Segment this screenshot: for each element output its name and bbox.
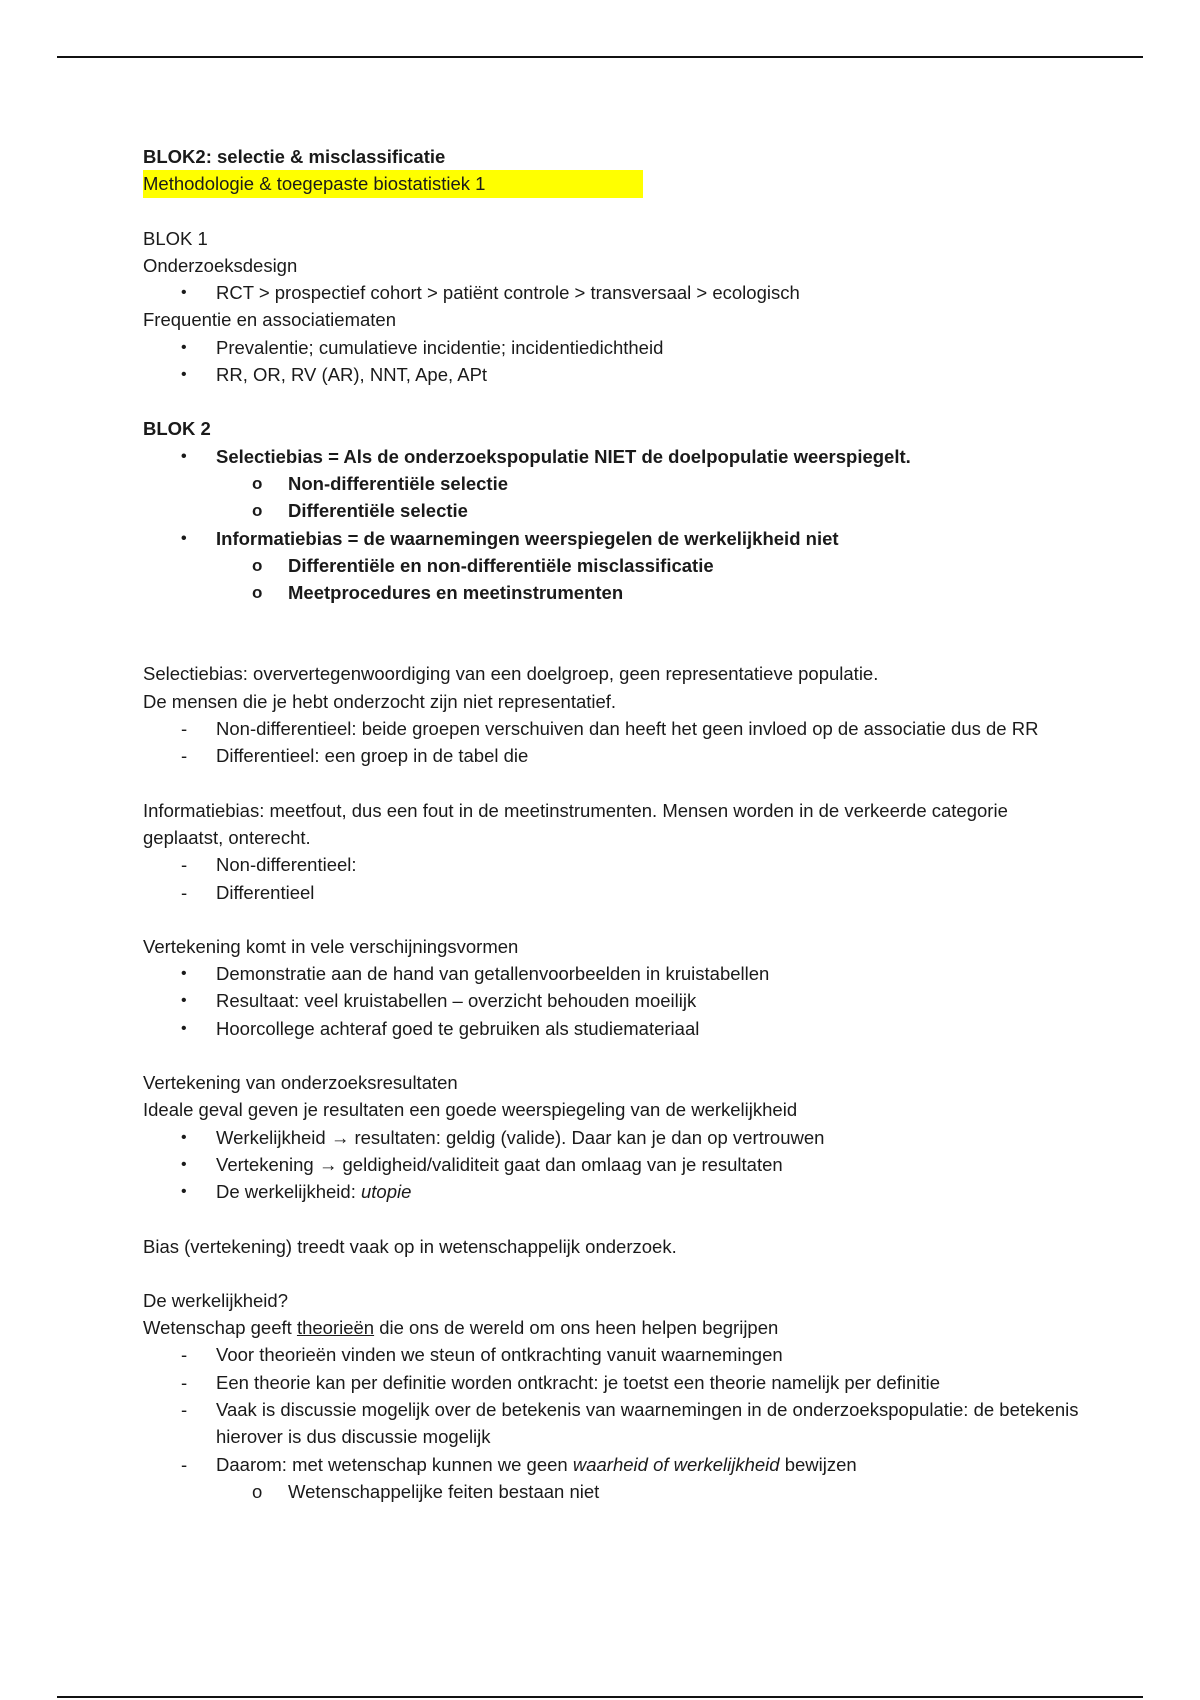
list-item: • Resultaat: veel kruistabellen – overzicht behouden moeilijk xyxy=(181,990,697,1012)
highlighted-subtitle: Methodologie & toegepaste biostatistiek 1 xyxy=(143,170,643,197)
list-item: - Daarom: met wetenschap kunnen we geen waarheid of werkelijkheid bewijzen xyxy=(181,1453,857,1475)
vormen-heading: Vertekening komt in vele verschijningsvormen xyxy=(143,935,519,957)
design-label: Onderzoeksdesign xyxy=(143,254,298,276)
werkelijkheid-intro: Wetenschap geeft theorieën die ons de wereld om ons heen helpen begrijpen xyxy=(143,1317,779,1339)
subtitle-line xyxy=(143,170,1083,197)
selectiebias-line1: Selectiebias: oververtegenwoordiging van een doelgroep, geen representatieve populatie. xyxy=(143,663,879,685)
list-item: o Differentiële selectie xyxy=(252,500,468,522)
resultaten-intro: Ideale geval geven je resultaten een goede weerspiegeling van de werkelijkheid xyxy=(143,1099,798,1121)
list-item: o Wetenschappelijke feiten bestaan niet xyxy=(252,1480,600,1502)
list-item: • De werkelijkheid: utopie xyxy=(181,1181,412,1203)
blok2-list xyxy=(143,443,1083,607)
footer-rule xyxy=(57,1696,1143,1698)
list-item: - Non-differentieel: beide groepen verschuiven dan heeft het geen invloed op de associatie dus de RR xyxy=(181,718,1039,740)
werkelijkheid-question: De werkelijkheid? xyxy=(143,1289,288,1311)
selectiebias-line2: De mensen die je hebt onderzocht zijn niet representatief. xyxy=(143,690,617,712)
arrow-icon: → xyxy=(330,1126,350,1148)
list-item: • Werkelijkheid → resultaten: geldig (valide). Daar kan je dan op vertrouwen xyxy=(181,1126,825,1148)
resultaten-heading: Vertekening van onderzoeksresultaten xyxy=(143,1072,458,1094)
list-item: o Differentiële en non-differentiële misclassificatie xyxy=(252,554,714,576)
list-item: • Vertekening → geldigheid/validiteit gaat dan omlaag van je resultaten xyxy=(181,1153,783,1175)
list-item: - Een theorie kan per definitie worden ontkracht: je toetst een theorie namelijk per definitie xyxy=(181,1371,940,1393)
list-item: • Demonstratie aan de hand van getallenvoorbeelden in kruistabellen xyxy=(181,963,770,985)
freq-label: Frequentie en associatiematen xyxy=(143,309,396,331)
blok2-heading: BLOK 2 xyxy=(143,418,211,440)
design-list xyxy=(143,279,1083,306)
list-item: o Non-differentiële selectie xyxy=(252,472,509,494)
list-item: • RCT > prospectief cohort > patiënt controle > transversaal > ecologisch xyxy=(181,282,800,304)
list-item: • Informatiebias = de waarnemingen weerspiegelen de werkelijkheid niet xyxy=(181,527,839,549)
list-item: • Prevalentie; cumulatieve incidentie; incidentiedichtheid xyxy=(181,336,664,358)
vormen-list xyxy=(143,960,1083,1042)
informatiebias-line1: Informatiebias: meetfout, dus een fout in de meetinstrumenten. Mensen worden in de verkeerde categorie geplaatst, onterecht. xyxy=(143,799,1008,848)
werkelijkheid-list xyxy=(143,1341,1083,1505)
blok1-heading: BLOK 1 xyxy=(143,227,208,249)
list-item: - Vaak is discussie mogelijk over de betekenis van waarnemingen in de onderzoekspopulatie: de betekenis hierover is dus discussie mogelijk xyxy=(181,1398,1079,1448)
freq-list xyxy=(143,334,1083,389)
list-item: o Meetprocedures en meetinstrumenten xyxy=(252,582,624,604)
list-item: - Voor theorieën vinden we steun of ontkrachting vanuit waarnemingen xyxy=(181,1344,783,1366)
list-item: • RR, OR, RV (AR), NNT, Ape, APt xyxy=(181,364,488,386)
list-item: - Non-differentieel: xyxy=(181,854,357,876)
arrow-icon: → xyxy=(318,1153,338,1175)
document-body xyxy=(143,143,1083,1505)
list-item: • Hoorcollege achteraf goed te gebruiken als studiemateriaal xyxy=(181,1017,700,1039)
list-item: - Differentieel xyxy=(181,881,315,903)
informatiebias-list xyxy=(143,851,1083,906)
list-item: - Differentieel: een groep in de tabel die xyxy=(181,745,529,767)
document-title: BLOK2: selectie & misclassificatie xyxy=(143,146,446,167)
bias-line: Bias (vertekening) treedt vaak op in wetenschappelijk onderzoek. xyxy=(143,1235,677,1257)
header-rule xyxy=(57,56,1143,58)
selectiebias-list xyxy=(143,715,1083,770)
resultaten-list xyxy=(143,1124,1083,1206)
list-item: • Selectiebias = Als de onderzoekspopulatie NIET de doelpopulatie weerspiegelt. xyxy=(181,445,911,467)
